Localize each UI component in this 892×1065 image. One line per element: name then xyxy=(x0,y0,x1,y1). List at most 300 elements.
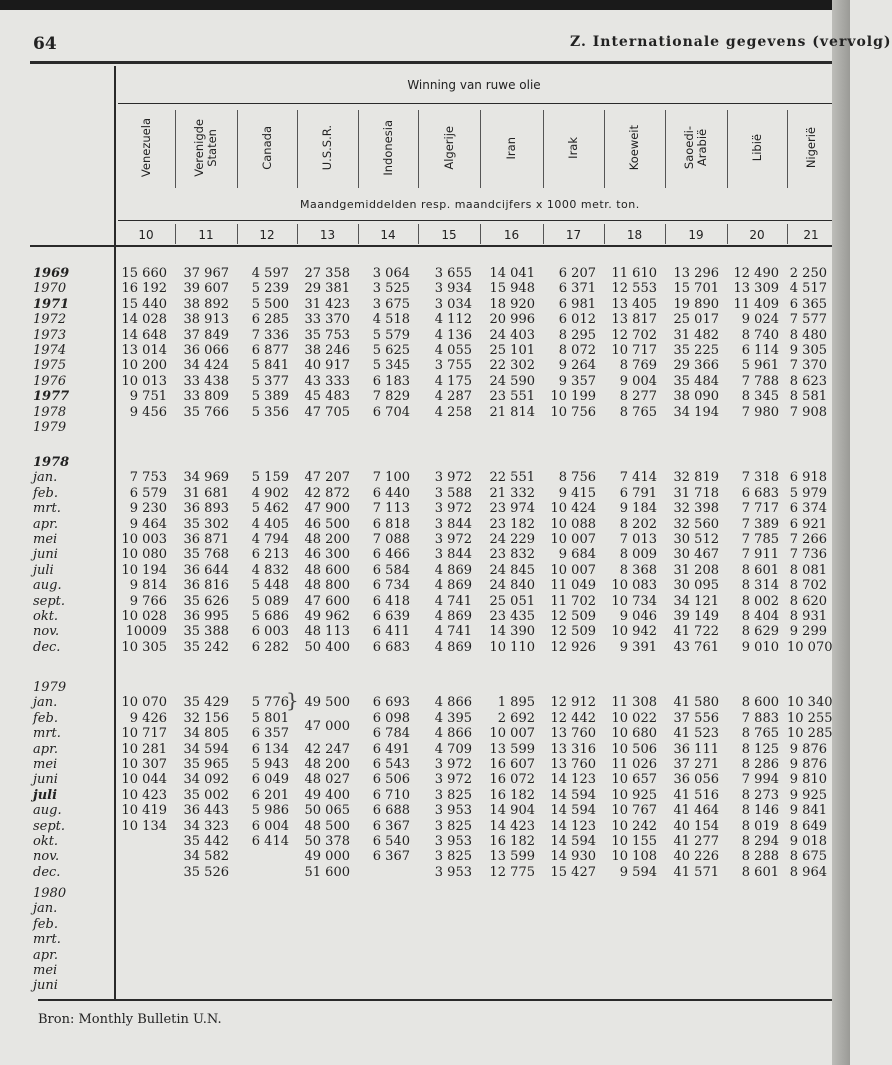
table-cell: 9 876 xyxy=(789,741,827,757)
table-cell: 14 123 xyxy=(550,772,596,788)
table-cell: 42 247 xyxy=(304,741,350,757)
table-cell: 36 893 xyxy=(183,501,229,517)
table-cell: 24 845 xyxy=(489,562,535,578)
table-row xyxy=(0,343,832,358)
table-cell: 10 110 xyxy=(489,639,535,655)
table-cell: 12 509 xyxy=(550,609,596,624)
table-row xyxy=(0,374,832,389)
row-label: feb. xyxy=(33,916,58,932)
column-header-label: Koeweit xyxy=(627,125,641,171)
table-cell: 42 872 xyxy=(304,485,350,501)
table-cell: 6 710 xyxy=(372,787,410,803)
table-cell: 32 819 xyxy=(673,470,719,486)
table-cell: 3 588 xyxy=(434,485,472,501)
table-cell: 4 902 xyxy=(251,485,289,501)
table-cell: 14 041 xyxy=(489,266,535,281)
table-cell: 5 356 xyxy=(251,404,289,420)
table-cell: 11 308 xyxy=(611,695,657,711)
table-cell: 5 500 xyxy=(251,296,289,312)
column-header xyxy=(543,108,604,188)
table-cell: 3 755 xyxy=(434,358,472,374)
column-divider xyxy=(543,224,544,244)
table-cell: 6 584 xyxy=(372,562,410,578)
row-label: 1980 xyxy=(33,886,67,901)
table-cell: 15 701 xyxy=(673,281,719,297)
table-row xyxy=(0,624,832,639)
table-cell: 9 046 xyxy=(619,609,657,624)
table-cell: 35 442 xyxy=(183,834,229,849)
table-cell: 4 518 xyxy=(372,312,410,328)
table-cell: 13 599 xyxy=(489,849,535,865)
table-cell: 35 965 xyxy=(183,757,229,772)
row-label: apr. xyxy=(33,741,58,757)
table-cell: 8 931 xyxy=(789,609,827,624)
table-row xyxy=(0,517,832,532)
table-cell: 6 004 xyxy=(251,818,289,834)
table-cell: 8 769 xyxy=(619,358,657,374)
table-cell: 9 810 xyxy=(789,772,827,788)
table-cell: 50 065 xyxy=(304,803,350,819)
table-cell: 5 579 xyxy=(372,327,410,343)
table-cell: 6 207 xyxy=(558,266,596,281)
table-cell: 7 994 xyxy=(741,772,779,788)
table-cell: 7 980 xyxy=(741,404,779,420)
row-label: 1978 xyxy=(33,404,67,420)
table-row xyxy=(0,932,832,947)
table-cell: 4 741 xyxy=(434,624,472,640)
row-label: 1973 xyxy=(33,327,67,343)
row-label: aug. xyxy=(33,803,62,819)
table-cell: 5 239 xyxy=(251,281,289,297)
running-head: Z. Internationale gegevens (vervolg) xyxy=(570,34,892,50)
table-cell: 3 034 xyxy=(434,296,472,312)
table-cell: 10 506 xyxy=(611,741,657,757)
unit-caption: Maandgemiddelden resp. maandcijfers x 1000 metr. ton. xyxy=(300,198,640,211)
column-header-label: Libië xyxy=(749,134,764,162)
table-cell: 6 818 xyxy=(372,516,410,532)
table-cell: 32 398 xyxy=(673,501,719,517)
table-cell: 33 438 xyxy=(183,373,229,389)
table-cell: 8 277 xyxy=(619,389,657,405)
table-cell: 6 367 xyxy=(372,818,410,834)
table-cell: 49 000 xyxy=(304,849,350,865)
table-cell: 9 004 xyxy=(619,373,657,389)
table-cell: 13 760 xyxy=(550,757,596,772)
row-label: jan. xyxy=(33,901,58,917)
table-cell: 37 556 xyxy=(673,710,719,726)
table-cell: 7 318 xyxy=(741,470,779,486)
table-cell: 10009 xyxy=(125,624,167,640)
table-cell: 9 018 xyxy=(789,834,827,849)
column-number: 16 xyxy=(503,228,520,242)
column-header-label: Iran xyxy=(504,136,518,160)
table-cell: 47 705 xyxy=(304,404,350,420)
table-cell: 8 964 xyxy=(789,864,827,880)
table-cell: 10 199 xyxy=(550,389,596,405)
table-cell: 32 156 xyxy=(183,710,229,726)
table-cell: 5 345 xyxy=(372,358,410,374)
table-row xyxy=(0,328,832,343)
column-header xyxy=(117,108,175,188)
table-cell: 37 967 xyxy=(183,266,229,281)
table-cell: 9 684 xyxy=(558,547,596,563)
table-cell: 48 200 xyxy=(304,757,350,772)
row-label: 1979 xyxy=(33,420,67,435)
table-cell: 31 482 xyxy=(673,327,719,343)
table-cell: 8 623 xyxy=(789,373,827,389)
table-cell: 50 378 xyxy=(304,834,350,849)
table-cell: 35 753 xyxy=(304,327,350,343)
table-row xyxy=(0,405,832,420)
table-cell: 12 553 xyxy=(611,281,657,297)
table-cell: 3 934 xyxy=(434,281,472,297)
table-cell: 6 704 xyxy=(372,404,410,420)
table-cell: 10 134 xyxy=(121,818,167,834)
footer-rule xyxy=(38,999,832,1001)
column-number: 14 xyxy=(380,228,396,242)
table-cell: 23 551 xyxy=(489,389,535,405)
table-cell: 3 953 xyxy=(434,834,472,849)
table-cell: 10 028 xyxy=(121,609,167,624)
table-cell: 24 840 xyxy=(489,578,535,594)
table-cell: 12 442 xyxy=(550,710,596,726)
table-row xyxy=(0,420,832,435)
table-cell: 43 761 xyxy=(673,639,719,655)
table-cell: 6 440 xyxy=(372,485,410,501)
column-divider xyxy=(665,224,666,244)
table-cell: 14 930 xyxy=(550,849,596,865)
table-cell: 47 600 xyxy=(304,593,350,609)
table-cell: 46 500 xyxy=(304,516,350,532)
table-row xyxy=(0,834,832,849)
table-cell: 13 309 xyxy=(733,281,779,297)
table-cell: 48 200 xyxy=(304,532,350,547)
table-cell: 10 419 xyxy=(121,803,167,819)
table-cell: 10 070 xyxy=(787,639,833,655)
table-cell: 7 088 xyxy=(372,532,410,547)
table-cell: 5 979 xyxy=(789,485,827,501)
column-header-label: Nigerië xyxy=(803,127,818,169)
table-cell: 5 625 xyxy=(372,343,410,358)
column-divider xyxy=(604,110,605,188)
table-row xyxy=(0,358,832,373)
column-header-label: Verenigde Staten xyxy=(192,119,219,177)
table-cell: 13 817 xyxy=(611,312,657,328)
table-cell: 4 517 xyxy=(789,281,827,297)
table-cell: 7 013 xyxy=(619,532,657,547)
table-cell: 21 814 xyxy=(489,404,535,420)
table-cell: 41 277 xyxy=(673,834,719,849)
table-cell: 10 003 xyxy=(121,532,167,547)
table-cell: 3 972 xyxy=(434,501,472,517)
table-cell: 16 182 xyxy=(489,834,535,849)
table-row xyxy=(0,772,832,787)
table-cell: 8 146 xyxy=(741,803,779,819)
table-cell: 6 049 xyxy=(251,772,289,788)
header-bottom-rule xyxy=(30,245,832,247)
column-header-label: Algerije xyxy=(441,126,456,170)
table-cell: 31 681 xyxy=(183,485,229,501)
table-cell: 7 577 xyxy=(789,312,827,328)
table-cell: 35 484 xyxy=(673,373,719,389)
table-cell: 51 600 xyxy=(304,864,350,880)
column-number: 15 xyxy=(441,228,457,242)
table-cell: 35 768 xyxy=(183,547,229,563)
table-cell: 13 599 xyxy=(489,741,535,757)
table-cell: 2 250 xyxy=(789,266,827,281)
table-cell: 14 028 xyxy=(121,312,167,328)
column-header xyxy=(237,108,297,188)
row-label: juli xyxy=(33,562,54,578)
table-cell: 4 395 xyxy=(434,710,472,726)
table-cell: 16 072 xyxy=(489,772,535,788)
table-row xyxy=(0,819,832,834)
table-cell: 6 693 xyxy=(372,695,410,711)
table-row xyxy=(0,742,832,757)
table-row xyxy=(0,297,832,312)
table-cell: 35 626 xyxy=(183,593,229,609)
table-cell: 29 366 xyxy=(673,358,719,374)
table-cell: 47 207 xyxy=(304,470,350,486)
table-cell: 50 400 xyxy=(304,639,350,655)
table-cell: 3 844 xyxy=(434,547,472,563)
table-cell: 5 943 xyxy=(251,757,289,772)
column-divider xyxy=(604,224,605,244)
table-cell: 6 367 xyxy=(372,849,410,865)
column-divider xyxy=(175,224,176,244)
table-cell: 7 753 xyxy=(129,470,167,486)
table-cell: 10 022 xyxy=(611,710,657,726)
table-cell: 10 108 xyxy=(611,849,657,865)
group-title: Winning van ruwe olie xyxy=(407,78,541,92)
table-cell: 9 766 xyxy=(129,593,167,609)
column-divider xyxy=(237,110,238,188)
table-cell: 8 072 xyxy=(558,343,596,358)
table-cell: 10 925 xyxy=(611,787,657,803)
table-cell: 9 426 xyxy=(129,710,167,726)
table-cell: 12 490 xyxy=(733,266,779,281)
table-cell: 8 019 xyxy=(741,818,779,834)
table-cell: 18 920 xyxy=(489,296,535,312)
table-cell: 5 841 xyxy=(251,358,289,374)
table-cell: 6 579 xyxy=(129,485,167,501)
table-cell: 36 056 xyxy=(673,772,719,788)
table-cell: 41 580 xyxy=(673,695,719,711)
table-cell: 48 113 xyxy=(304,624,350,640)
table-cell: 6 491 xyxy=(372,741,410,757)
table-cell: 7 785 xyxy=(741,532,779,547)
table-cell: 9 876 xyxy=(789,757,827,772)
table-cell: 6 003 xyxy=(251,624,289,640)
table-row xyxy=(0,901,832,916)
column-divider xyxy=(727,110,728,188)
table-cell: 10 007 xyxy=(550,532,596,547)
row-label: nov. xyxy=(33,624,60,640)
table-cell: 10 717 xyxy=(611,343,657,358)
table-cell: 10 680 xyxy=(611,726,657,742)
table-cell: 5 801 xyxy=(251,710,289,726)
table-cell: 6 734 xyxy=(372,578,410,594)
row-label: dec. xyxy=(33,864,61,880)
column-divider xyxy=(297,224,298,244)
table-cell: 9 841 xyxy=(789,803,827,819)
table-cell: 10 424 xyxy=(550,501,596,517)
table-cell: 9 751 xyxy=(129,389,167,405)
row-label: mrt. xyxy=(33,501,61,517)
table-cell: 14 904 xyxy=(489,803,535,819)
column-number: 17 xyxy=(565,228,582,242)
table-cell: 4 869 xyxy=(434,578,472,594)
table-cell: 8 404 xyxy=(741,609,779,624)
table-cell: 47 900 xyxy=(304,501,350,517)
table-cell: 4 287 xyxy=(434,389,472,405)
table-cell: 9 456 xyxy=(129,404,167,420)
table-cell: 49 500 xyxy=(304,695,350,711)
table-cell: 25 051 xyxy=(489,593,535,609)
column-number-rule xyxy=(118,220,832,221)
table-cell: 12 702 xyxy=(611,327,657,343)
table-cell: 8 125 xyxy=(741,741,779,757)
table-cell: 38 246 xyxy=(304,343,350,358)
table-row xyxy=(0,948,832,963)
table-cell: 7 414 xyxy=(619,470,657,486)
row-label: juni xyxy=(33,772,58,788)
table-cell: 8 649 xyxy=(789,818,827,834)
table-cell: 10 070 xyxy=(121,695,167,711)
table-cell: 10 285 xyxy=(787,726,833,742)
table-cell: 4 136 xyxy=(434,327,472,343)
table-cell: 8 081 xyxy=(789,562,827,578)
table-cell: 43 333 xyxy=(304,373,350,389)
column-divider xyxy=(175,110,176,188)
table-cell: 9 814 xyxy=(129,578,167,594)
table-cell: 10 194 xyxy=(121,562,167,578)
table-cell: 4 869 xyxy=(434,562,472,578)
table-cell: 41 464 xyxy=(673,803,719,819)
table-cell: 6 201 xyxy=(251,787,289,803)
table-cell: 3 064 xyxy=(372,266,410,281)
column-header xyxy=(480,108,543,188)
column-divider xyxy=(418,110,419,188)
table-cell: 23 832 xyxy=(489,547,535,563)
table-row xyxy=(0,389,832,404)
table-cell: 2 692 xyxy=(497,710,535,726)
table-cell: 34 969 xyxy=(183,470,229,486)
table-cell: 3 825 xyxy=(434,818,472,834)
table-cell: 36 111 xyxy=(673,741,719,757)
column-number: 19 xyxy=(688,228,704,242)
table-cell: 8 009 xyxy=(619,547,657,563)
table-cell: 6 791 xyxy=(619,485,657,501)
table-row xyxy=(0,886,832,901)
table-cell: 4 741 xyxy=(434,593,472,609)
table-cell: 9 305 xyxy=(789,343,827,358)
table-cell: 40 226 xyxy=(673,849,719,865)
table-row xyxy=(0,788,832,803)
table-cell: 12 926 xyxy=(550,639,596,655)
table-cell: 6 466 xyxy=(372,547,410,563)
table-cell: 10 767 xyxy=(611,803,657,819)
row-label: 1972 xyxy=(33,312,67,328)
column-divider xyxy=(297,110,298,188)
table-row xyxy=(0,547,832,562)
table-cell: 10 013 xyxy=(121,373,167,389)
scan-top-edge xyxy=(0,0,850,10)
table-cell: 13 014 xyxy=(121,343,167,358)
table-cell: 14 648 xyxy=(121,327,167,343)
table-row xyxy=(0,578,832,593)
column-header-label: Indonesia xyxy=(380,120,395,176)
table-cell: 5 389 xyxy=(251,389,289,405)
table-cell: 8 480 xyxy=(789,327,827,343)
table-cell: 9 264 xyxy=(558,358,596,374)
table-cell: 6 921 xyxy=(789,516,827,532)
table-cell: 4 597 xyxy=(251,266,289,281)
table-cell: 4 709 xyxy=(434,741,472,757)
column-header-label: U.S.S.R. xyxy=(320,125,334,171)
table-cell: 9 010 xyxy=(741,639,779,655)
table-cell: 22 302 xyxy=(489,358,535,374)
table-row xyxy=(0,680,832,695)
table-cell: 10 080 xyxy=(121,547,167,563)
table-cell: 9 299 xyxy=(789,624,827,640)
table-cell: 4 869 xyxy=(434,639,472,655)
table-cell: 5 462 xyxy=(251,501,289,517)
table-cell: 3 655 xyxy=(434,266,472,281)
column-number: 18 xyxy=(626,228,643,242)
table-cell: 3 953 xyxy=(434,803,472,819)
table-cell: 36 066 xyxy=(183,343,229,358)
column-number: 20 xyxy=(749,228,765,242)
table-row xyxy=(0,640,832,655)
table-cell: 9 464 xyxy=(129,516,167,532)
table-cell: 47 000 xyxy=(304,718,350,734)
table-cell: 8 740 xyxy=(741,327,779,343)
row-label: 1974 xyxy=(33,343,67,358)
source-note: Bron: Monthly Bulletin U.N. xyxy=(38,1012,222,1027)
table-cell: 23 974 xyxy=(489,501,535,517)
table-cell: 7 829 xyxy=(372,389,410,405)
table-cell: 37 271 xyxy=(673,757,719,772)
table-cell: 14 594 xyxy=(550,803,596,819)
table-cell: 6 506 xyxy=(372,772,410,788)
table-cell: 8 314 xyxy=(741,578,779,594)
column-header-label: Venezuela xyxy=(138,118,153,178)
table-cell: 38 090 xyxy=(673,389,719,405)
table-cell: 24 403 xyxy=(489,327,535,343)
table-cell: 35 302 xyxy=(183,516,229,532)
table-cell: 4 794 xyxy=(251,532,289,547)
table-cell: 6 134 xyxy=(251,741,289,757)
table-cell: 38 913 xyxy=(183,312,229,328)
brace-mark: } xyxy=(286,688,299,712)
table-cell: 33 809 xyxy=(183,389,229,405)
table-row xyxy=(0,312,832,327)
table-cell: 6 285 xyxy=(251,312,289,328)
row-label: mrt. xyxy=(33,932,61,948)
table-cell: 10 044 xyxy=(121,772,167,788)
table-cell: 3 525 xyxy=(372,281,410,297)
column-number: 11 xyxy=(198,228,214,242)
table-row xyxy=(0,501,832,516)
table-cell: 30 512 xyxy=(673,532,719,547)
table-cell: 23 435 xyxy=(489,609,535,624)
row-label: feb. xyxy=(33,710,58,726)
table-cell: 6 688 xyxy=(372,803,410,819)
column-header xyxy=(175,108,237,188)
table-cell: 10 717 xyxy=(121,726,167,742)
table-cell: 40 154 xyxy=(673,818,719,834)
